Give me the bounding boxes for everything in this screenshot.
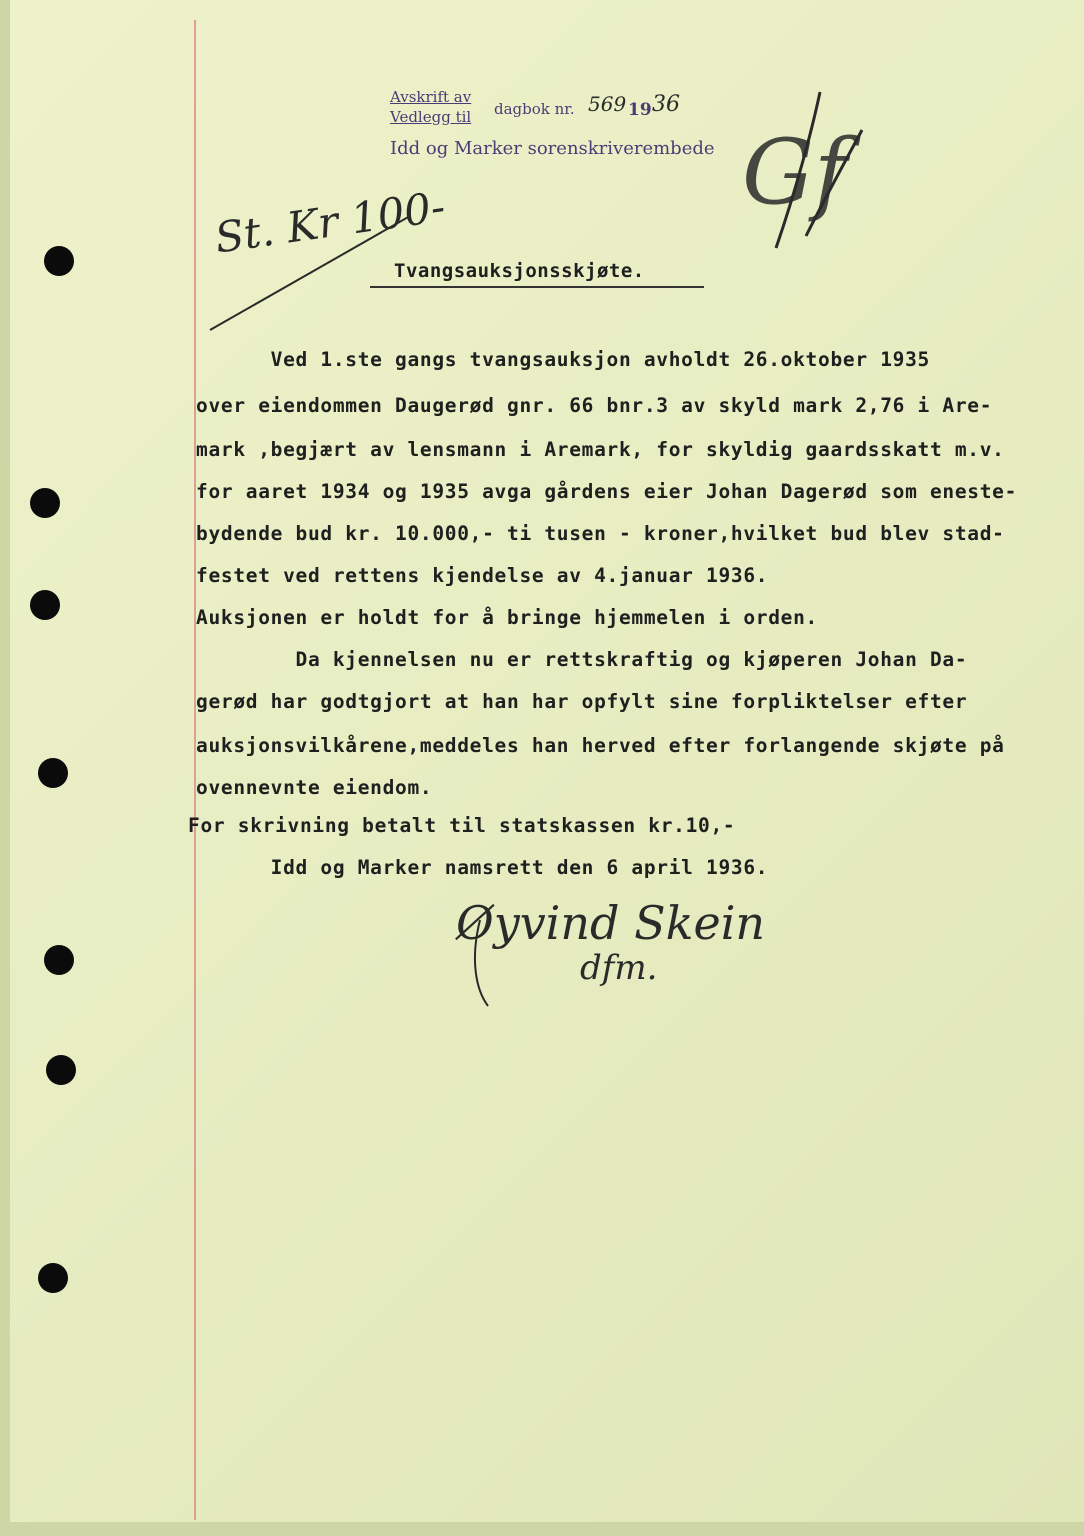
fee-note: St. Kr 100- xyxy=(212,181,449,263)
body-line: For skrivning betalt til statskassen kr.10,- xyxy=(188,814,736,837)
body-line: ovennevnte eiendom. xyxy=(196,776,433,799)
body-line: auksjonsvilkårene,meddeles han herved efter forlangende skjøte på xyxy=(196,734,1005,757)
stamp-dagbok-label: dagbok nr. xyxy=(494,100,575,118)
document-title: Tvangsauksjonsskjøte. xyxy=(394,260,645,282)
body-line: for aaret 1934 og 1935 avga gårdens eier Johan Dagerød som eneste- xyxy=(196,480,1018,503)
signature-title: dfm. xyxy=(580,948,658,988)
body-line: gerød har godtgjort at han har opfylt sine forpliktelser efter xyxy=(196,690,968,713)
dagbok-number: 569 xyxy=(588,92,627,116)
body-line: bydende bud kr. 10.000,- ti tusen - kroner,hvilket bud blev stad- xyxy=(196,522,1005,545)
stamp-vedlegg: Vedlegg til xyxy=(390,108,472,126)
signature-name: Øyvind Skein xyxy=(456,896,766,950)
body-line: Ved 1.ste gangs tvangsauksjon avholdt 26.oktober 1935 xyxy=(196,348,930,371)
stamp-year-prefix: 19 xyxy=(628,100,652,120)
stamp-avskrift: Avskrift av xyxy=(390,88,472,106)
body-line: Auksjonen er holdt for å bringe hjemmelen i orden. xyxy=(196,606,818,629)
body-line: Idd og Marker namsrett den 6 april 1936. xyxy=(196,856,769,879)
body-line: mark ,begjært av lensmann i Aremark, for skyldig gaardsskatt m.v. xyxy=(196,438,1005,461)
body-line: over eiendommen Daugerød gnr. 66 bnr.3 av skyld mark 2,76 i Are- xyxy=(196,394,993,417)
stamp-office: Idd og Marker sorenskriverembede xyxy=(390,138,715,159)
body-line: festet ved rettens kjendelse av 4.januar 1936. xyxy=(196,564,769,587)
corner-initial: Gf xyxy=(742,120,848,225)
body-line: Da kjennelsen nu er rettskraftig og kjøperen Johan Da- xyxy=(196,648,968,671)
year-suffix: 36 xyxy=(652,92,680,117)
